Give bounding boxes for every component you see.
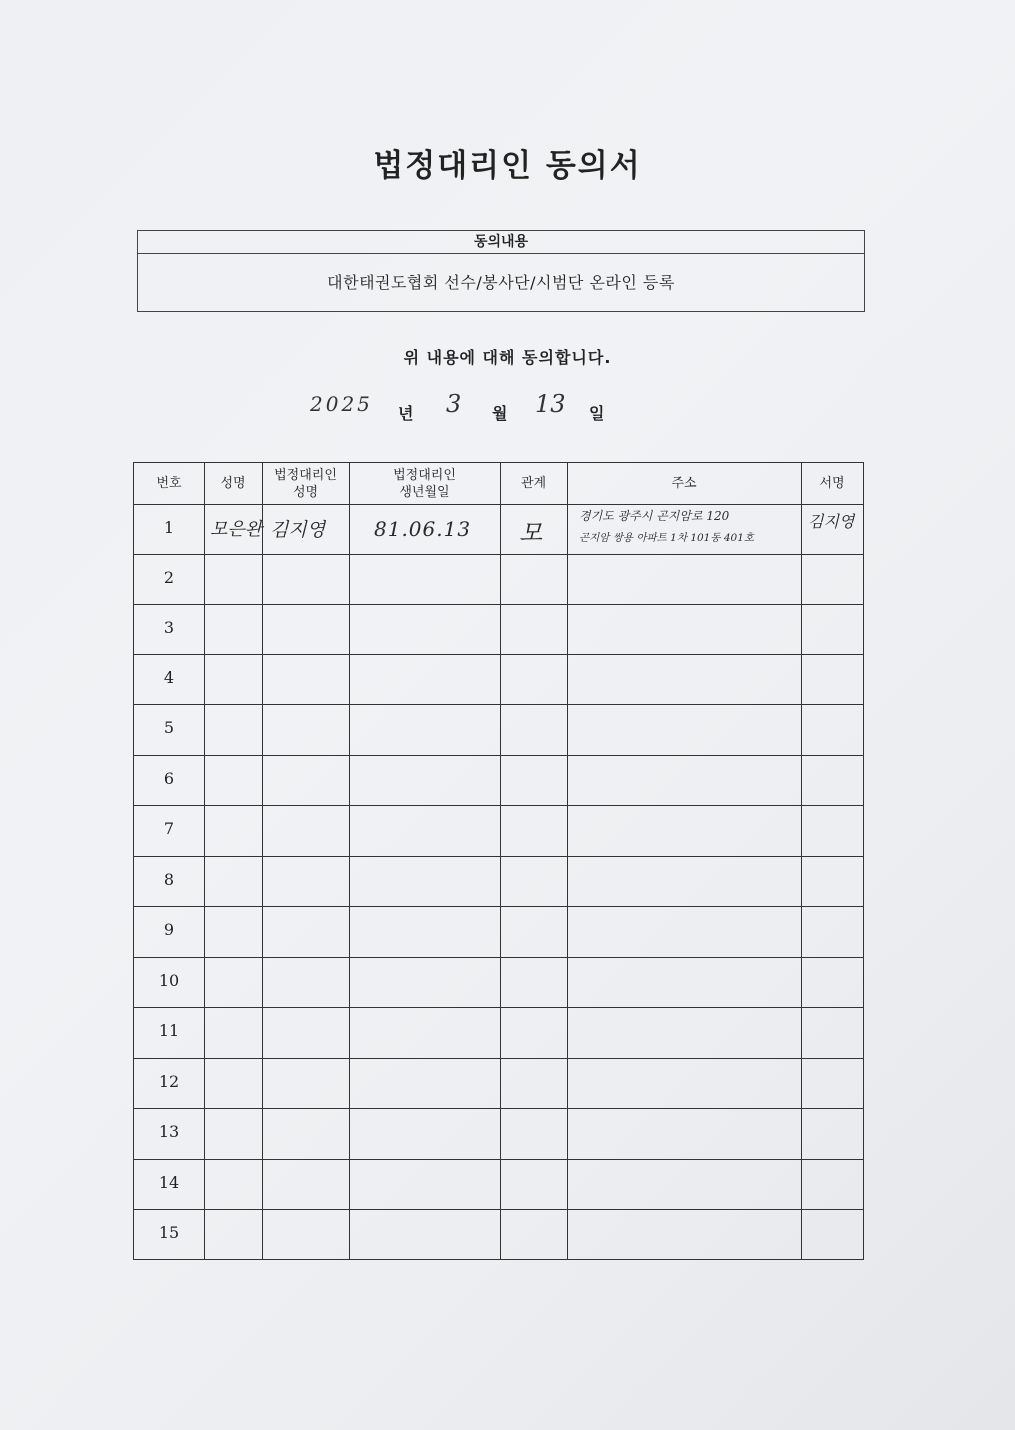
row1-address-line2: 곤지암 쌍용 아파트 1차 101동 401호 [579, 532, 755, 544]
consent-content-box [137, 230, 865, 312]
row-number: 10 [158, 971, 180, 990]
agreement-statement: 위 내용에 대해 동의합니다. [403, 348, 612, 367]
date-year-handwritten: 2025 [310, 392, 373, 416]
guardian-table [133, 462, 864, 1260]
header-guardian-birth-line1: 법정대리인 [393, 467, 456, 483]
header-signature: 서명 [819, 476, 845, 491]
row-number: 3 [163, 618, 175, 637]
header-relation: 관계 [520, 476, 547, 491]
row-number: 9 [163, 920, 175, 939]
date-day-label: 일 [589, 404, 605, 423]
date-day-handwritten: 13 [535, 390, 566, 418]
header-name: 성명 [220, 476, 246, 491]
row-number: 4 [163, 668, 175, 687]
row-number: 8 [163, 870, 175, 889]
row1-guardian-birth: 81.06.13 [374, 517, 472, 541]
header-guardian-birth-line2: 생년월일 [399, 484, 450, 500]
date-month-label: 월 [492, 404, 508, 423]
row-number: 2 [163, 568, 175, 587]
row1-signature: 김지영 [808, 512, 855, 531]
consent-content-text: 대한태권도협회 선수/봉사단/시범단 온라인 등록 [327, 273, 675, 292]
row1-address-line1: 경기도 광주시 곤지암로 120 [579, 509, 730, 523]
document-title: 법정대리인 동의서 [373, 148, 642, 184]
row-number: 13 [158, 1122, 180, 1141]
row1-relation: 모 [519, 519, 543, 547]
header-guardian-name [262, 463, 349, 504]
row-number: 14 [158, 1173, 180, 1192]
row-number: 15 [158, 1223, 180, 1242]
consent-heading: 동의내용 [138, 231, 864, 254]
row1-name: 모은완 [210, 519, 263, 540]
row-number: 1 [163, 518, 175, 537]
date-year-label: 년 [398, 404, 414, 423]
row-number: 12 [158, 1072, 180, 1091]
row-number: 11 [158, 1021, 180, 1040]
header-guardian-name-line2: 성명 [292, 484, 319, 500]
header-guardian-name-line1: 법정대리인 [274, 467, 337, 483]
header-guardian-birth [349, 463, 500, 504]
header-address: 주소 [671, 476, 697, 491]
header-number: 번호 [156, 476, 182, 491]
row-number: 6 [163, 769, 175, 788]
row-number: 7 [163, 819, 175, 838]
row1-guardian-name: 김지영 [270, 519, 326, 541]
row-number: 5 [163, 718, 175, 737]
date-month-handwritten: 3 [446, 390, 462, 418]
